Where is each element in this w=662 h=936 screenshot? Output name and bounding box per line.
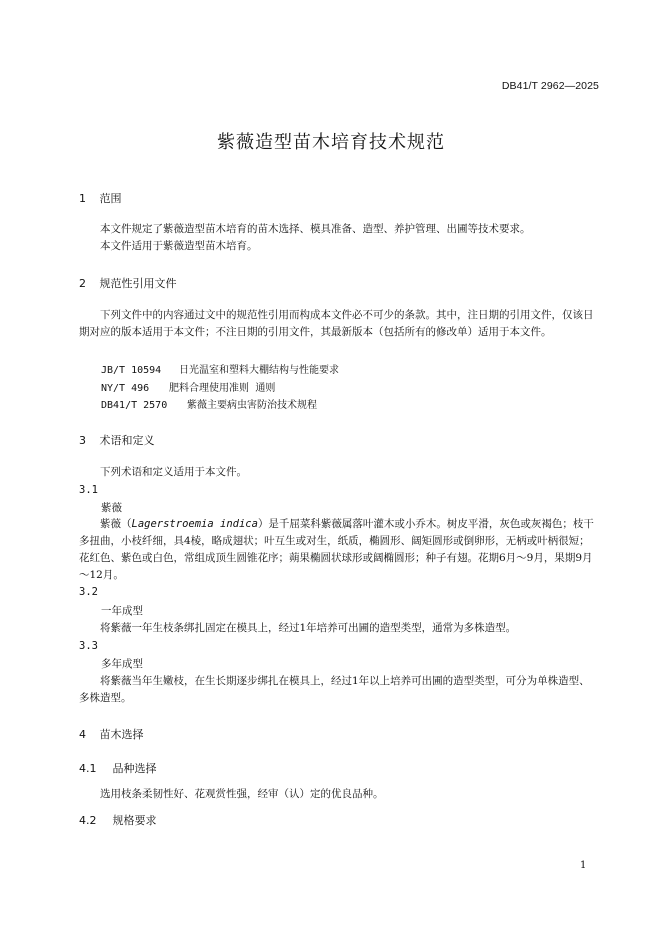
term-definition: 将紫薇一年生枝条绑扎固定在模具上，经过1年培养可出圃的造型类型，通常为多株造型。 xyxy=(100,622,517,634)
paragraph: 下列术语和定义适用于本文件。 xyxy=(100,466,247,478)
document-code: DB41/T 2962—2025 xyxy=(501,80,599,92)
definition-text: 紫薇（ xyxy=(100,518,132,530)
reference-item xyxy=(101,361,339,376)
reference-title: 肥料合理使用准则 通则 xyxy=(169,383,276,394)
reference-item xyxy=(101,379,275,394)
reference-item xyxy=(101,396,317,411)
term-name: 一年成型 xyxy=(101,605,143,617)
section-title: 术语和定义 xyxy=(99,434,155,447)
term-number: 3.1 xyxy=(79,484,98,496)
reference-title: 紫薇主要病虫害防治技术规程 xyxy=(187,400,318,411)
paragraph: 下列文件中的内容通过文中的规范性引用而构成本文件必不可少的条款。其中，注日期的引用文件，仅该日期对应的版本适用于本文件；不注日期的引用文件，其最新版本（包括所有的修改单）适用于本文件。 xyxy=(79,309,594,338)
subsection-number: 4.2 xyxy=(79,814,97,827)
section-3-heading xyxy=(79,432,155,448)
section-1-heading xyxy=(79,190,122,206)
section-number: 1 xyxy=(79,192,86,205)
section-title: 范围 xyxy=(99,192,122,205)
paragraph: 选用枝条柔韧性好、花观赏性强，经审（认）定的优良品种。 xyxy=(100,788,384,800)
section-number: 4 xyxy=(79,728,86,741)
reference-code: NY/T 496 xyxy=(101,383,150,394)
section-number: 2 xyxy=(79,277,86,290)
definition-text: ）是千屈菜科紫薇属落叶灌木或小乔木。树皮平滑，灰色或灰褐色；枝干多扭曲，小枝纤细，具4棱，略成翅状；叶互生或对生，纸质，椭圆形、阔矩圆形或倒卵形，无柄或叶柄很短；花红色、紫色或白色，常组成顶生圆锥花序；蒴果椭圆状球形或阔椭圆形；种子有翅。花期6月～9月，果期9月～12月。 xyxy=(79,518,594,581)
subsection-number: 4.1 xyxy=(79,762,97,775)
reference-code: JB/T 10594 xyxy=(101,365,162,376)
term-number: 3.2 xyxy=(79,586,98,598)
term-name: 紫薇 xyxy=(101,502,122,514)
term-definition xyxy=(79,516,599,584)
section-title: 规范性引用文件 xyxy=(99,277,177,290)
document-title: 紫薇造型苗木培育技术规范 xyxy=(217,132,445,153)
reference-title: 日光温室和塑料大棚结构与性能要求 xyxy=(179,365,340,376)
latin-name: Lagerstroemia indica xyxy=(131,518,258,530)
paragraph: 本文件适用于紫薇造型苗木培育。 xyxy=(100,240,258,252)
section-2-heading xyxy=(79,275,177,291)
subsection-title: 规格要求 xyxy=(112,814,157,827)
subsection-title: 品种选择 xyxy=(112,762,157,775)
paragraph: 本文件规定了紫薇造型苗木培育的苗木选择、模具准备、造型、养护管理、出圃等技术要求。 xyxy=(100,223,531,235)
term-name: 多年成型 xyxy=(101,658,143,670)
reference-code: DB41/T 2570 xyxy=(101,400,168,411)
section-number: 3 xyxy=(79,434,86,447)
section-title: 苗木选择 xyxy=(99,728,144,741)
term-number: 3.3 xyxy=(79,640,98,652)
subsection-4-2-heading xyxy=(79,812,157,828)
term-definition: 将紫薇当年生嫩枝，在生长期逐步绑扎在模具上，经过1年以上培养可出圃的造型类型，可分为单株造型、多株造型。 xyxy=(79,675,590,704)
section-4-heading xyxy=(79,726,144,742)
page-number: 1 xyxy=(580,860,587,871)
subsection-4-1-heading xyxy=(79,760,157,776)
